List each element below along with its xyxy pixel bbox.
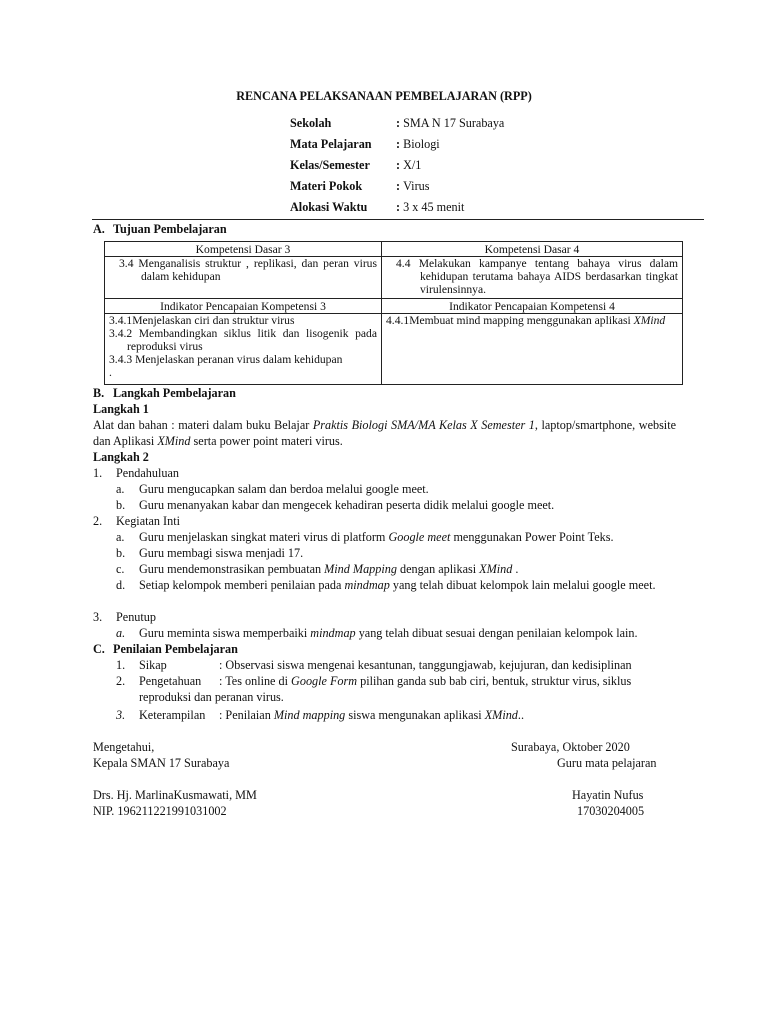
section-c-heading: C. Penilaian Pembelajaran — [93, 642, 238, 656]
meta-row-alokasi: Alokasi Waktu : 3 x 45 menit — [290, 200, 465, 214]
section-a-heading: A. Tujuan Pembelajaran — [93, 222, 227, 236]
kd4-header: Kompetensi Dasar 4 — [382, 242, 683, 257]
meta-row-mapel: Mata Pelajaran : Biologi — [290, 137, 440, 151]
ipk3-cell — [105, 314, 382, 385]
langkah1-heading: Langkah 1 — [93, 402, 149, 416]
ipk4-header: Indikator Pencapaian Kompetensi 4 — [382, 299, 683, 314]
langkah1-text: Alat dan bahan : materi dalam buku Belajar Praktis Biologi SMA/MA Kelas X Semester 1, laptop/smartphone, website dan Aplikasi XMind serta power point materi virus. — [93, 418, 676, 448]
sig-left-name: Drs. Hj. MarlinaKusmawati, MM — [93, 788, 257, 802]
step-pendahuluan: 1. Pendahuluan — [93, 466, 179, 480]
meta-row-sekolah: Sekolah : SMA N 17 Surabaya — [290, 116, 505, 130]
meta-value: X/1 — [403, 158, 422, 172]
sig-right-name: Hayatin Nufus — [572, 788, 644, 802]
list-item: c. Guru mendemonstrasikan pembuatan Mind Mapping dengan aplikasi XMind . — [116, 562, 519, 576]
meta-label: Materi Pokok — [290, 179, 363, 193]
meta-label: Alokasi Waktu — [290, 200, 368, 214]
header-divider — [92, 219, 704, 220]
assessment-pengetahuan: 2. Pengetahuan : Tes online di Google Form pilihan ganda sub bab ciri, bentuk, struktur virus, siklus — [116, 674, 632, 688]
list-item: a. Guru mengucapkan salam dan berdoa melalui google meet. — [116, 482, 429, 496]
competency-table — [104, 241, 683, 385]
sig-right-line1: Surabaya, Oktober 2020 — [511, 740, 630, 754]
sig-left-line1: Mengetahui, — [93, 740, 155, 754]
ipk3-item: 3.4.2 Membandingkan siklus litik dan lisogenik pada reproduksi virus — [109, 327, 377, 353]
assessment-sikap: 1. Sikap : Observasi siswa mengenai kesantunan, tanggungjawab, kejujuran, dan kedisiplinan — [116, 658, 632, 672]
list-item: a. Guru menjelaskan singkat materi virus di platform Google meet menggunakan Power Point Teks. — [116, 530, 614, 544]
assessment-pengetahuan-cont: reproduksi dan peranan virus. — [139, 690, 284, 704]
meta-label: Kelas/Semester — [290, 158, 370, 172]
meta-value: Biologi — [403, 137, 440, 151]
step-kegiatan-inti: 2. Kegiatan Inti — [93, 514, 180, 528]
step-penutup: 3. Penutup — [93, 610, 156, 624]
meta-value: 3 x 45 menit — [403, 200, 465, 214]
list-item: b. Guru menanyakan kabar dan mengecek kehadiran peserta didik melalui google meet. — [116, 498, 555, 512]
meta-row-materi: Materi Pokok : Virus — [290, 179, 430, 193]
section-b-heading: B. Langkah Pembelajaran — [93, 386, 236, 400]
kd4-cell: 4.4 Melakukan kampanye tentang bahaya virus dalam kehidupan terutama bahaya AIDS berdasarkan tingkat virulensinnya. — [382, 257, 683, 299]
ipk4-cell: 4.4.1Membuat mind mapping menggunakan aplikasi XMind — [382, 314, 683, 385]
meta-value: SMA N 17 Surabaya — [403, 116, 505, 130]
kd3-header: Kompetensi Dasar 3 — [105, 242, 382, 257]
ipk3-header: Indikator Pencapaian Kompetensi 3 — [105, 299, 382, 314]
sig-left-line2: Kepala SMAN 17 Surabaya — [93, 756, 230, 770]
list-item: a. Guru meminta siswa memperbaiki mindmap yang telah dibuat sesuai dengan penilaian kelompok lain. — [116, 626, 638, 640]
ipk3-item: . — [109, 366, 112, 379]
list-item: b. Guru membagi siswa menjadi 17. — [116, 546, 304, 560]
assessment-keterampilan: 3. Keterampilan : Penilaian Mind mapping siswa mengunakan aplikasi XMind.. — [116, 708, 524, 722]
sig-right-nip: 17030204005 — [577, 804, 645, 818]
meta-row-kelas: Kelas/Semester : X/1 — [290, 158, 422, 172]
meta-label: Sekolah — [290, 116, 332, 130]
ipk3-item: 3.4.1Menjelaskan ciri dan struktur virus — [109, 314, 295, 327]
document-title: RENCANA PELAKSANAAN PEMBELAJARAN (RPP) — [236, 89, 532, 103]
sig-right-line2: Guru mata pelajaran — [557, 756, 657, 770]
meta-label: Mata Pelajaran — [290, 137, 372, 151]
sig-left-nip: NIP. 196211221991031002 — [93, 804, 227, 818]
meta-value: Virus — [403, 179, 430, 193]
langkah2-heading: Langkah 2 — [93, 450, 149, 464]
list-item: d. Setiap kelompok memberi penilaian pada mindmap yang telah dibuat kelompok lain melalui google meet. — [116, 578, 656, 592]
kd3-cell: 3.4 Menganalisis struktur , replikasi, dan peran virus dalam kehidupan — [105, 257, 382, 299]
ipk3-item: 3.4.3 Menjelaskan peranan virus dalam kehidupan — [109, 353, 343, 366]
